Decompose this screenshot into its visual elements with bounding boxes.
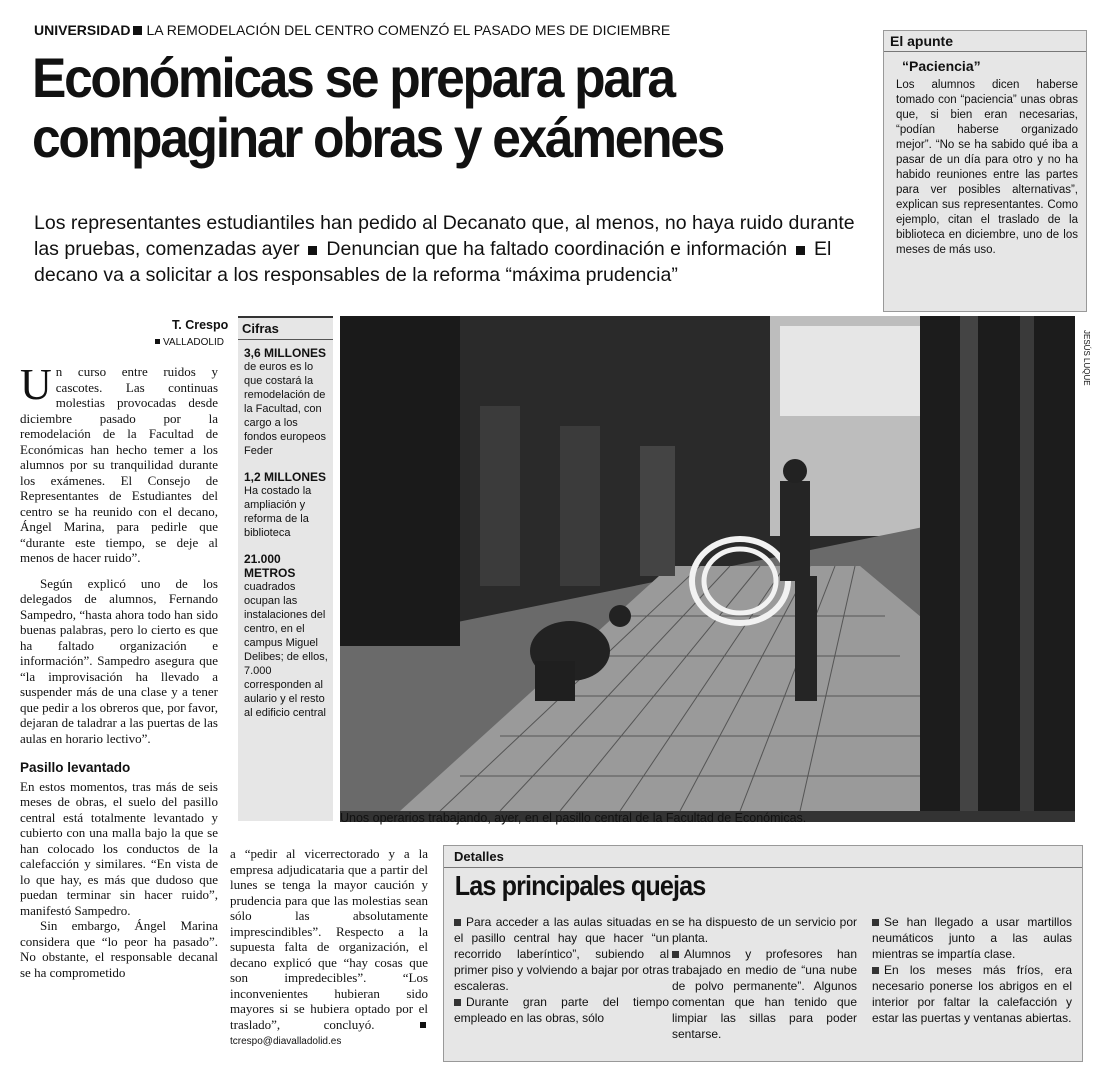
paragraph-5-text: a “pedir al vicerrectorado y a la empresa adjudicataria que a partir del lunes se tenga la mayor caución y prudencia para que las molestias sean sólo las absolutamente imprescindibles”. Respecto a la supuesta falta de organización, el decano explicó que “hay cosas que son impredecibles”. “Los inconvenientes hubieran sido mayores si se hubiera optado por el traslado”, concluyó. [230, 846, 428, 1032]
detalles-column-2 [672, 914, 857, 1042]
cifras-figure: 3,6 MILLONES [244, 346, 327, 360]
apunte-box [883, 30, 1087, 312]
cifras-figure: 1,2 MILLONES [244, 470, 327, 484]
headline-line-2: compaginar obras y exámenes [32, 106, 724, 169]
paragraph-5 [230, 846, 428, 1050]
complaint-text: se ha dispuesto de un servicio por planta. [672, 915, 857, 945]
complaint-item [872, 914, 1072, 962]
complaint-item [454, 914, 669, 994]
square-bullet-icon [872, 967, 879, 974]
section-label: UNIVERSIDAD [34, 22, 131, 38]
paragraph-4: Sin embargo, Ángel Marina considera que “lo peor ha pasado”. No obstante, el responsable decanal se ha comprometido [20, 918, 218, 980]
subheadline [34, 210, 864, 288]
cifras-item [238, 458, 333, 540]
square-bullet-icon [420, 1022, 426, 1028]
photo-caption: Unos operarios trabajando, ayer, en el pasillo central de la Facultad de Económicas. [340, 811, 807, 825]
square-bullet-icon [454, 999, 461, 1006]
subhead-part-3: El decano va a solicitar a los responsables de la reforma “máxima prudencia” [34, 238, 832, 286]
section-subhead: Pasillo levantado [20, 760, 131, 775]
complaint-text: Durante gran parte del tiempo empleado en las obras, sólo [454, 995, 669, 1025]
paragraph-2: Según explicó uno de los delegados de alumnos, Fernando Sampedro, “hasta ahora todo han sido buenas palabras, pero lo cierto es que ha faltado organización e información”. Sampedro asegura que “la improvisación ha llevado a suspender más de una clase y a tener que pedir a los obreros que, por favor, dejaran de taladrar a las puertas de las aulas en horario lectivo”. [20, 575, 218, 746]
square-bullet-icon [133, 26, 142, 35]
apunte-text: Los alumnos dicen haberse tomado con “paciencia” unas obras que, si bien eran necesarias, “podían haberse organizado mejor”. “No se ha sabido qué iba a pasar de un día para otro y no ha habido reuniones entre las partes para ver posibles alternativas”, explican sus representantes. Como ejemplo, citan el traslado de la biblioteca en diciembre, uno de los meses de más uso. [896, 79, 1078, 256]
byline-author: T. Crespo [172, 318, 229, 332]
byline-place [155, 337, 224, 348]
detalles-box [443, 845, 1083, 1062]
photo-illustration [340, 316, 1075, 811]
cifras-header: Cifras [238, 316, 333, 340]
headline [32, 48, 809, 168]
cifras-box [238, 316, 333, 821]
complaint-text: En los meses más fríos, era necesario ponerse los abrigos en el interior por faltar la calefacción y estar las puertas y ventanas abiertas. [872, 963, 1072, 1025]
author-email: tcrespo@diavalladolid.es [230, 1036, 342, 1047]
paragraph-1-text: n curso entre ruidos y cascotes. Las continuas molestias provocadas desde diciembre pasado por la remodelación de la Facultad de Económicas han hecho temer a los alumnos por su tranquilidad durante los exámenes. El Consejo de Representantes de Estudiantes del centro se ha reunido con el decano, Ángel Marina, para pedirle que “durante este tiempo, se deje al menos de hacer ruido”. [20, 364, 218, 565]
complaint-item [872, 962, 1072, 1026]
complaint-item [672, 946, 857, 1042]
square-bullet-icon [672, 951, 679, 958]
square-bullet-icon [872, 919, 879, 926]
detalles-title: Las principales quejas [454, 870, 706, 901]
subhead-part-2: Denuncian que ha faltado coordinación e información [326, 238, 788, 260]
subhead-part-1: Los representantes estudiantiles han pedido al Decanato que, al menos, no haya ruido durante las pruebas, comenzadas ayer [34, 212, 855, 260]
article-column-2 [230, 846, 428, 1050]
square-bullet-icon [155, 339, 160, 344]
complaint-text: Para acceder a las aulas situadas en el pasillo central hay que hacer “un recorrido laberíntico”, subiendo al primer piso y volviendo a bajar por otras escaleras. [454, 915, 669, 993]
cifras-text: cuadrados ocupan las instalaciones del centro, en el campus Miguel Delibes; de ellos, 7.000 corresponden al aulario y el resto al edificio central [244, 581, 328, 719]
apunte-bar-title: El apunte [884, 31, 1086, 52]
cifras-item [238, 340, 333, 458]
kicker-text: LA REMODELACIÓN DEL CENTRO COMENZÓ EL PASADO MES DE DICIEMBRE [146, 22, 671, 38]
apunte-title: “Paciencia” [902, 58, 981, 74]
complaint-text: Alumnos y profesores han trabajado en medio de “una nube de polvo permanente”. Algunos comentan que han tenido que limpiar las sillas para poder sentarse. [672, 947, 857, 1041]
detalles-bar-title: Detalles [444, 846, 1082, 868]
cifras-figure: 21.000 METROS [244, 552, 296, 580]
headline-line-1: Económicas se prepara para [32, 46, 674, 109]
square-bullet-icon [308, 246, 317, 255]
place-label: VALLADOLID [163, 337, 224, 348]
complaint-text: Se han llegado a usar martillos neumáticos junto a las aulas mientras se impartía clase. [872, 915, 1072, 961]
detalles-column-3 [872, 914, 1072, 1026]
drop-cap: U [20, 360, 52, 409]
complaint-item [454, 994, 669, 1026]
paragraph-1 [20, 360, 218, 566]
kicker [34, 22, 670, 38]
square-bullet-icon [796, 246, 805, 255]
news-photo [340, 316, 1075, 822]
paragraph-3: En estos momentos, tras más de seis meses de obras, el suelo del pasillo central está totalmente levantado y cubierto con una malla bajo la que se han colocado los conductos de la calefacción y similares. “En vista de lo que hay, es más que dudoso que puedan terminar sin hacer ruido”, manifestó Sampedro. [20, 778, 218, 918]
square-bullet-icon [454, 919, 461, 926]
cifras-text: de euros es lo que costará la remodelación de la Facultad, con cargo a los fondos europeos Feder [244, 361, 326, 457]
cifras-item [238, 540, 333, 720]
cifras-text: Ha costado la ampliación y reforma de la biblioteca [244, 485, 312, 539]
detalles-column-1 [454, 914, 669, 1026]
article-column-1 [20, 360, 218, 980]
photo-credit: JESÚS LUQUE [1082, 330, 1091, 386]
